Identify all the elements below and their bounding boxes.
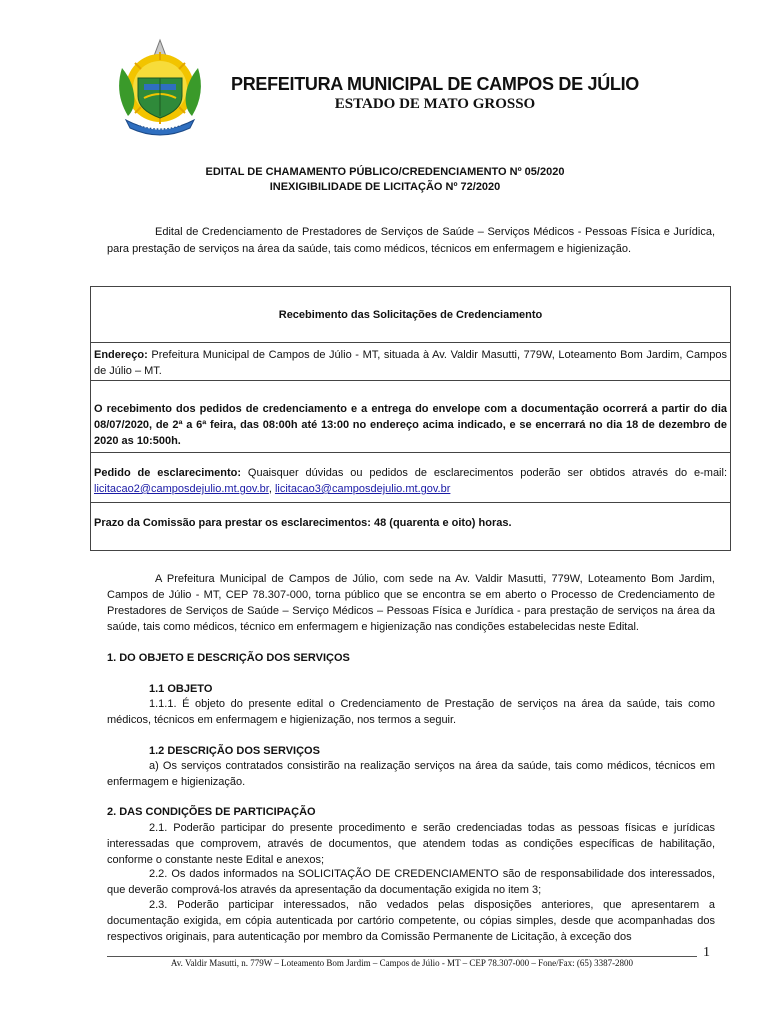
body-paragraph-1-text: A Prefeitura Municipal de Campos de Júlio, com sede na Av. Valdir Masutti, 779W, Loteamento Bom Jardim, Campos de Júlio - MT, CEP 78.307-000, torna público que se encontra se em aberto o Processo de Credenciamento de Prestadores de Serviços de Saúde – Serviço Médicos – Pessoas Física e Jurídica - para prestação de serviços na área da saúde, tais como médicos, técnico em enfermagem e higienização nas condições estabelecidas neste Edital. bbox=[107, 573, 715, 633]
body-paragraph-1 bbox=[107, 571, 715, 635]
footer-address: Av. Valdir Masutti, n. 779W – Loteamento Bom Jardim – Campos de Júlio - MT – CEP 78.307-000 – Fone/Fax: (65) 3387-2800 bbox=[170, 958, 634, 968]
coat-of-arms-logo-icon bbox=[108, 38, 212, 142]
email-link-2[interactable]: licitacao3@camposdejulio.mt.gov.br bbox=[274, 483, 451, 495]
endereco-text: Prefeitura Municipal de Campos de Júlio - MT, situada à Av. Valdir Masutti, 779W, Loteamento Bom Jardim, Campos de Júlio – MT. bbox=[94, 349, 727, 377]
endereco-label: Endereço: bbox=[94, 349, 148, 361]
section-2-3-text: 2.3. Poderão participar interessados, não vedados pelas disposições anteriores, que apresentarem a documentação exigida, em cópia autenticada por cartório competente, ou cópias simples, desde que acompanhadas dos respectivos originais, para autenticação por membro da Comissão Permanente de Licitação, à exceção dos bbox=[107, 899, 715, 943]
section-1-1-1-text: 1.1.1. É objeto do presente edital o Credenciamento de Prestação de serviços na área da saúde, tais como médicos, técnicos em enfermagem e higienização, nos termos a seguir. bbox=[107, 698, 715, 726]
section-2-heading: 2. DAS CONDIÇÕES DE PARTICIPAÇÃO bbox=[107, 806, 316, 818]
email-link-1[interactable]: licitacao2@camposdejulio.mt.gov.br bbox=[94, 483, 269, 495]
section-1-2-a bbox=[107, 758, 715, 790]
pedido-text: Quaisquer dúvidas ou pedidos de esclarecimentos poderão ser obtidos através do e-mail: bbox=[247, 467, 727, 479]
intro-paragraph bbox=[107, 224, 715, 258]
box-recebimento: O recebimento dos pedidos de credenciamento e a entrega do envelope com a documentação ocorrerá a partir do dia 08/07/2020, de 2ª a 6ª feira, das 08:00h até 13:00 no endereço acima indicado, e se encerrará no dia 18 de dezembro de 2020 as 10:500h. bbox=[91, 380, 730, 452]
box-endereco bbox=[91, 342, 730, 380]
intro-text: Edital de Credenciamento de Prestadores de Serviços de Saúde – Serviços Médicos - Pessoas Física e Jurídica, para prestação de serviços na área da saúde, tais como médicos, técnicos em enfermagem e higienização. bbox=[107, 226, 715, 255]
section-1-1-1 bbox=[107, 696, 715, 728]
pedido-label: Pedido de esclarecimento: bbox=[94, 467, 242, 479]
box-prazo: Prazo da Comissão para prestar os esclarecimentos: 48 (quarenta e oito) horas. bbox=[91, 502, 730, 551]
section-2-1 bbox=[107, 820, 715, 868]
state-subtitle: ESTADO DE MATO GROSSO bbox=[334, 96, 536, 112]
section-1-heading: 1. DO OBJETO E DESCRIÇÃO DOS SERVIÇOS bbox=[107, 652, 350, 664]
section-2-2-text: 2.2. Os dados informados na SOLICITAÇÃO DE CREDENCIAMENTO são de responsabilidade dos interessados, que deverão comprová-los através da apresentação da documentação exigida no item 3; bbox=[107, 868, 715, 896]
section-1-1-heading: 1.1 OBJETO bbox=[149, 683, 213, 695]
section-2-2 bbox=[107, 866, 715, 898]
email-separator: , bbox=[268, 483, 275, 495]
section-2-3 bbox=[107, 897, 715, 945]
inexigibilidade-number: INEXIGIBILIDADE DE LICITAÇÃO Nº 72/2020 bbox=[269, 181, 501, 193]
section-1-2-a-text: a) Os serviços contratados consistirão na realização serviços na área da saúde, tais como médicos, técnicos em enfermagem e higienização. bbox=[107, 760, 715, 788]
box-title: Recebimento das Solicitações de Credenciamento bbox=[278, 309, 543, 321]
section-2-1-text: 2.1. Poderão participar do presente procedimento e serão credenciadas todas as pessoas físicas e jurídicas interessadas que comprovem, através de documentos, que atendem todas as condições específicas de habilitação, conforme o constante neste Edital e anexos; bbox=[107, 822, 715, 866]
box-pedido bbox=[91, 452, 730, 502]
info-box bbox=[90, 286, 731, 551]
footer-divider bbox=[107, 956, 697, 957]
edital-number: EDITAL DE CHAMAMENTO PÚBLICO/CREDENCIAMENTO Nº 05/2020 bbox=[205, 166, 565, 178]
page-title: PREFEITURA MUNICIPAL DE CAMPOS DE JÚLIO bbox=[231, 74, 639, 94]
page-number: 1 bbox=[703, 945, 710, 960]
section-1-2-heading: 1.2 DESCRIÇÃO DOS SERVIÇOS bbox=[149, 745, 320, 757]
